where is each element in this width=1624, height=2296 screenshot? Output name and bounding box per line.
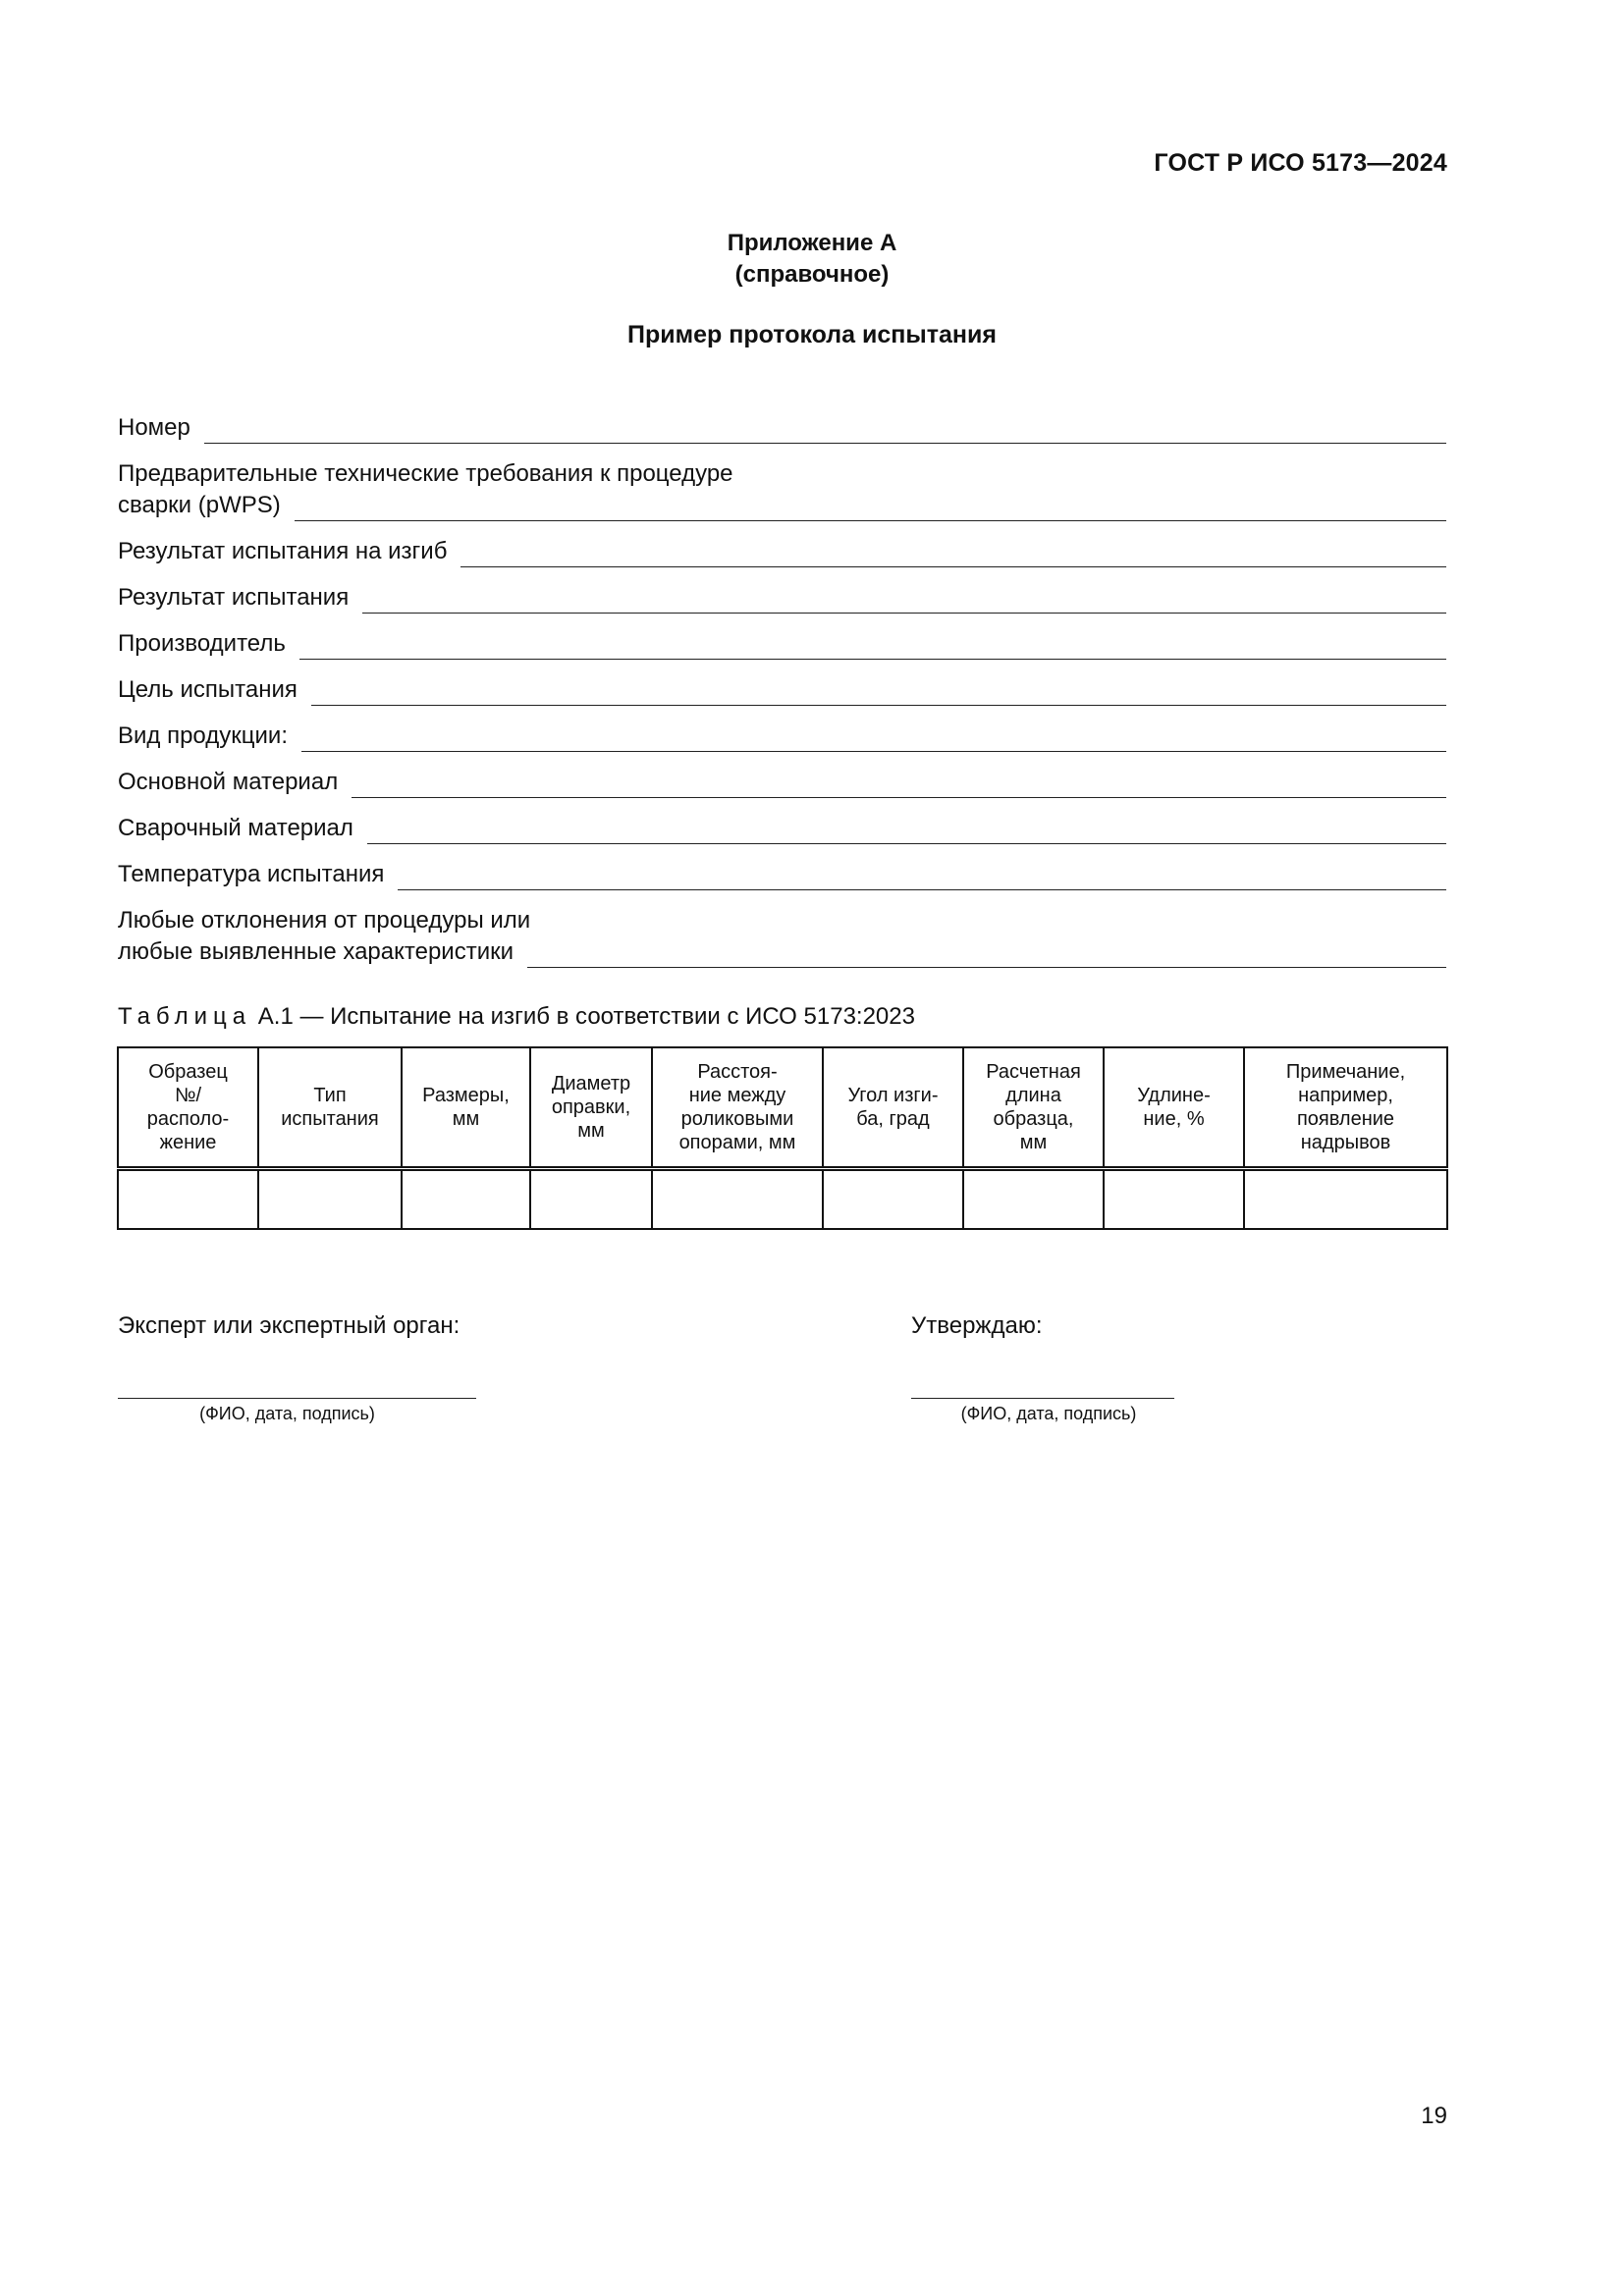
col-header-note: Примечание, например, появление надрывов bbox=[1244, 1047, 1447, 1169]
col-header-bend-angle: Угол изги- ба, град bbox=[823, 1047, 963, 1169]
table-cell[interactable] bbox=[823, 1169, 963, 1230]
field-label: Основной материал bbox=[118, 769, 339, 795]
field-label: Производитель bbox=[118, 630, 286, 657]
field-label: Номер bbox=[118, 414, 190, 441]
col-header-elongation: Удлине- ние, % bbox=[1104, 1047, 1244, 1169]
col-header-mandrel-diameter: Диаметр оправки, мм bbox=[530, 1047, 652, 1169]
approval-signature-label: Утверждаю: bbox=[911, 1312, 1043, 1339]
col-header-roller-distance: Расстоя- ние между роликовыми опорами, мм bbox=[652, 1047, 823, 1169]
appendix-subtitle: (справочное) bbox=[734, 261, 890, 288]
fill-line[interactable] bbox=[301, 725, 1446, 752]
field-label: Сварочный материал bbox=[118, 815, 353, 841]
fill-line[interactable] bbox=[362, 587, 1446, 614]
fill-line[interactable] bbox=[352, 772, 1446, 798]
document-code: ГОСТ Р ИСО 5173—2024 bbox=[1154, 149, 1447, 177]
field-label-line1: Любые отклонения от процедуры или bbox=[118, 907, 531, 934]
table-caption bbox=[118, 1003, 915, 1031]
field-label: Результат испытания bbox=[118, 584, 350, 611]
table-row bbox=[118, 1169, 1447, 1230]
appendix-title: Приложение А bbox=[727, 230, 897, 256]
fill-line[interactable] bbox=[299, 633, 1446, 660]
field-label: Результат испытания на изгиб bbox=[118, 538, 448, 564]
table-caption-text: А.1 — Испытание на изгиб в соответствии с ИСО 5173:2023 bbox=[257, 1003, 915, 1030]
table-cell[interactable] bbox=[1244, 1169, 1447, 1230]
approval-signature-line[interactable] bbox=[911, 1398, 1174, 1399]
table-cell[interactable] bbox=[530, 1169, 652, 1230]
field-manufacturer bbox=[118, 628, 1446, 660]
field-label: Вид продукции: bbox=[118, 722, 288, 749]
field-test-result bbox=[118, 582, 1446, 614]
field-deviations bbox=[118, 905, 1446, 968]
expert-signature-label: Эксперт или экспертный орган: bbox=[118, 1312, 460, 1339]
appendix-heading bbox=[0, 228, 1624, 291]
bend-test-table bbox=[117, 1046, 1448, 1230]
fill-line[interactable] bbox=[311, 679, 1446, 706]
table-cell[interactable] bbox=[118, 1169, 258, 1230]
field-number bbox=[118, 412, 1446, 444]
fill-line[interactable] bbox=[367, 818, 1446, 844]
col-header-test-type: Тип испытания bbox=[258, 1047, 402, 1169]
document-title: Пример протокола испытания bbox=[627, 321, 997, 348]
table-cell[interactable] bbox=[963, 1169, 1104, 1230]
expert-signature-line[interactable] bbox=[118, 1398, 476, 1399]
fill-line[interactable] bbox=[460, 541, 1446, 567]
table-cell[interactable] bbox=[1104, 1169, 1244, 1230]
fill-line[interactable] bbox=[204, 417, 1446, 444]
field-base-material bbox=[118, 767, 1446, 798]
approval-signature-caption: (ФИО, дата, подпись) bbox=[960, 1404, 1137, 1423]
table-cell[interactable] bbox=[258, 1169, 402, 1230]
expert-signature-caption: (ФИО, дата, подпись) bbox=[199, 1404, 375, 1423]
fill-line[interactable] bbox=[295, 495, 1446, 521]
col-header-dimensions: Размеры, мм bbox=[402, 1047, 530, 1169]
field-label-line1: Предварительные технические требования к процедуре bbox=[118, 460, 733, 487]
fill-line[interactable] bbox=[527, 941, 1446, 968]
field-pwps bbox=[118, 458, 1446, 521]
field-label: сварки (pWPS) bbox=[118, 492, 281, 518]
field-label: любые выявленные характеристики bbox=[118, 938, 514, 965]
field-label: Температура испытания bbox=[118, 861, 385, 887]
field-welding-material bbox=[118, 813, 1446, 844]
fill-line[interactable] bbox=[398, 864, 1446, 890]
field-test-purpose bbox=[118, 674, 1446, 706]
field-bend-test-result bbox=[118, 536, 1446, 567]
field-product-type bbox=[118, 721, 1446, 752]
table-header-row bbox=[118, 1047, 1447, 1169]
table-caption-prefix: Таблица bbox=[118, 1003, 252, 1030]
page-number: 19 bbox=[1421, 2103, 1447, 2129]
col-header-gauge-length: Расчетная длина образца, мм bbox=[963, 1047, 1104, 1169]
field-test-temperature bbox=[118, 859, 1446, 890]
col-header-sample: Образец №/ располо- жение bbox=[118, 1047, 258, 1169]
field-label: Цель испытания bbox=[118, 676, 298, 703]
table-cell[interactable] bbox=[652, 1169, 823, 1230]
table-cell[interactable] bbox=[402, 1169, 530, 1230]
